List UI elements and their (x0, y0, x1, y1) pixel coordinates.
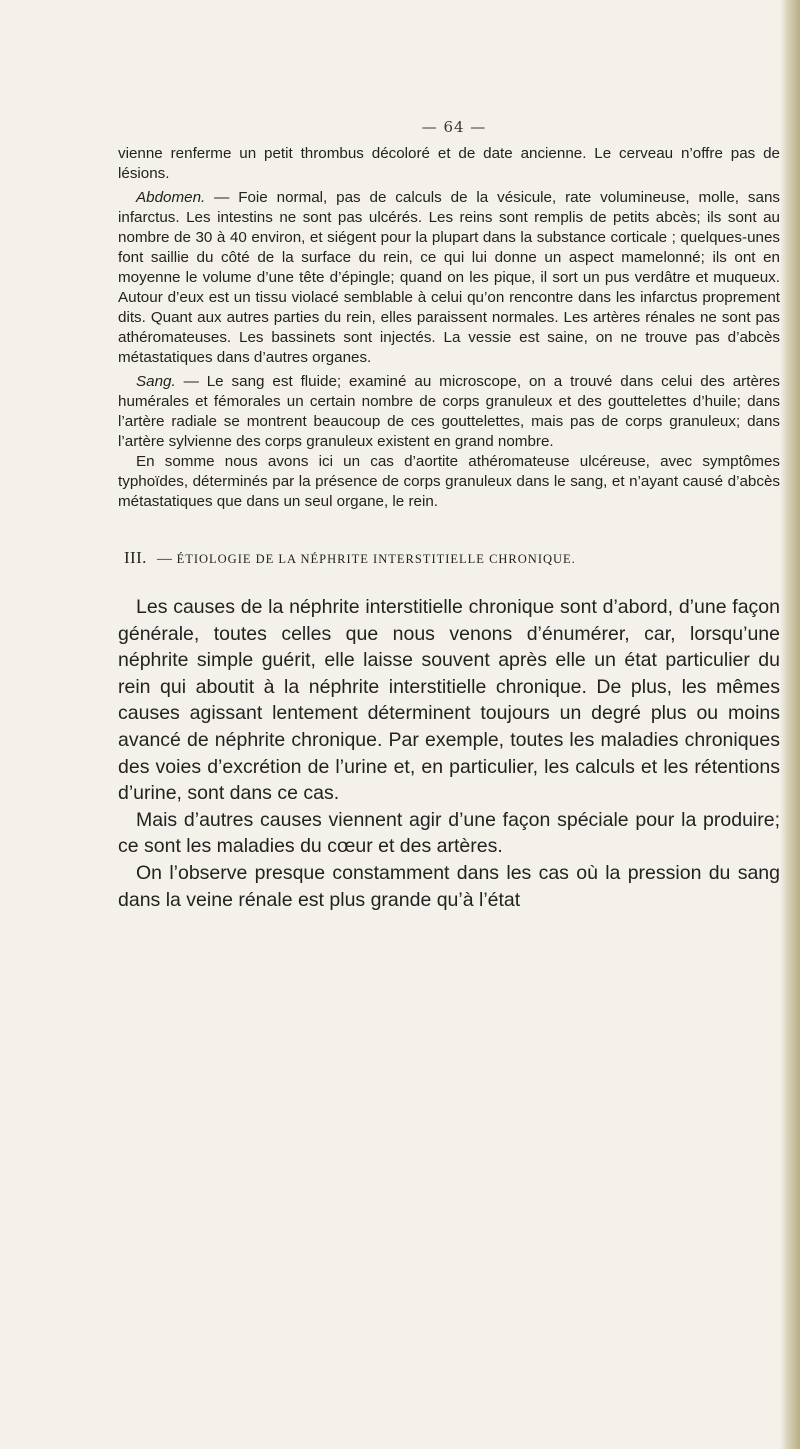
paragraph-causes: Les causes de la néphrite interstitielle chronique sont d’abord, d’une façon générale, toutes celles que nous venons d’énumérer, car, lorsqu’une néphrite simple guérit, elle laisse souvent après elle un état particulier du rein qui aboutit à la néphrite interstitielle chronique. De plus, les mêmes causes agissant lentement déterminent toujours un degré plus ou moins avancé de néphrite chronique. Par exemple, toutes les maladies chroniques des voies d’excrétion de l’urine et, en particulier, les calculs et les rétentions d’urine, sont dans ce cas. (118, 596, 780, 805)
section-title: ÉTIOLOGIE DE LA NÉPHRITE INTERSTITIELLE CHRONIQUE. (176, 552, 576, 566)
paragraph-abdomen (118, 188, 780, 368)
paragraph-lead-abdomen: Abdomen. (136, 189, 206, 206)
paragraph-continuation (118, 144, 780, 184)
book-page (118, 118, 780, 913)
page-edge (780, 0, 800, 1449)
page-number: — 64 — (421, 118, 487, 136)
section-number: III. (124, 548, 147, 567)
paragraph-text: — Foie normal, pas de calculs de la vésicule, rate volumineuse, molle, sans infarctus. Les intestins ne sont pas ulcérés. Les reins sont remplis de petits abcès; ils sont au nombre de 30 à 40 environ, et siégent pour la plupart dans la substance corticale ; quelques-unes font saillie du côté de la surface du rein, ce qui lui donne un aspect mamelonné; ils ont en moyenne le volume d’une tête d’épingle; quand on les pique, il sort un pus verdâtre et muqueux. Autour d’eux est un tissu violacé semblable à celui qu’on rencontre dans les infarctus proprement dits. Quant aux autres parties du rein, elles paraissent normales. Les artères rénales ne sont pas athéromateuses. Les bassinets sont injectés. La vessie est saine, on ne trouve pas d’abcès métastatiques dans d’autres organes. (118, 189, 780, 366)
paragraph-other-causes: Mais d’autres causes viennent agir d’une façon spéciale pour la produire; ce sont les maladies du cœur et des artères. (118, 808, 780, 858)
paragraph-text: — Le sang est fluide; examiné au microscope, on a trouvé dans celui des artères humérales et fémorales un certain nombre de corps granuleux et des gouttelettes d’huile; dans l’artère radiale se montrent beaucoup de ces gouttelettes, mais pas de corps granuleux; dans l’artère sylvienne des corps granuleux existent en grand nombre. (118, 373, 780, 450)
paragraph-text: En somme nous avons ici un cas d’aortite athéromateuse ulcéreuse, avec symptômes typhoïdes, déterminés par la présence de corps granuleux dans le sang, et n’ayant causé d’abcès métastatiques que dans un seul organe, le rein. (118, 453, 780, 510)
section-dash: — (157, 551, 173, 567)
paragraph-sang (118, 372, 780, 452)
paragraph-observation: On l’observe presque constamment dans les cas où la pression du sang dans la veine rénale est plus grande qu’à l’état (118, 861, 780, 911)
paragraph-summary (118, 452, 780, 512)
paragraph-lead-sang: Sang. (136, 373, 176, 390)
section-heading (124, 548, 780, 568)
paragraph-text: vienne renferme un petit thrombus décoloré et de date ancienne. Le cerveau n’offre pas de lésions. (118, 145, 780, 182)
